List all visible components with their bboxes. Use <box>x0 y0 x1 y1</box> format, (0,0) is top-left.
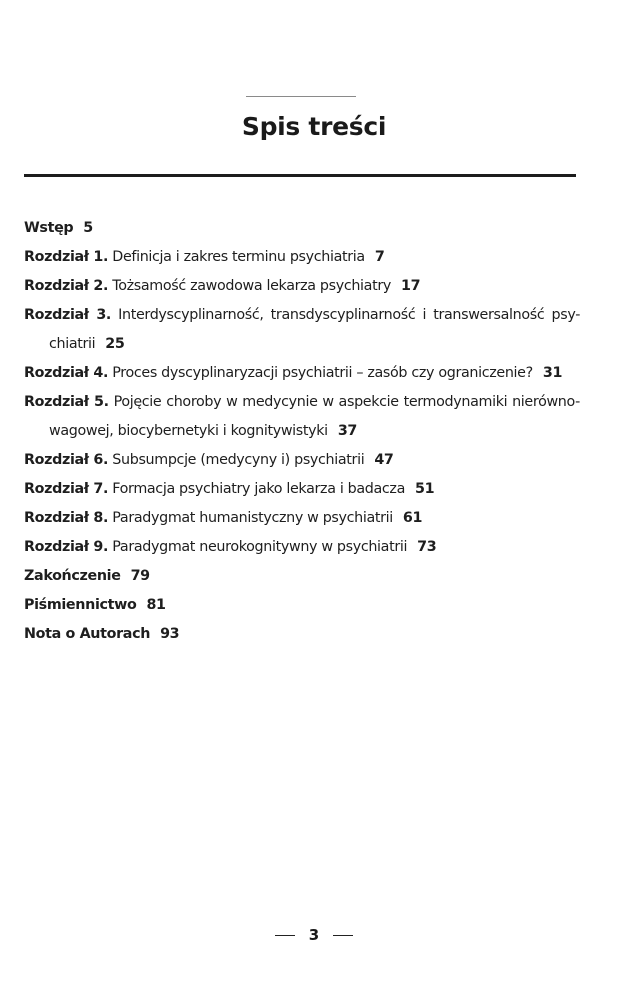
entry-title: Paradygmat neurokognitywny w psychiatrii <box>112 539 408 555</box>
entry-page: 93 <box>160 626 180 642</box>
entry-title-line2: chiatrii <box>49 336 96 352</box>
title-underline-rule <box>24 174 576 177</box>
entry-label: Rozdział 8. <box>24 510 109 526</box>
toc-entry-chapter-5[interactable] <box>24 388 580 446</box>
entry-page: 81 <box>146 597 166 613</box>
entry-page: 7 <box>374 249 385 265</box>
entry-page: 73 <box>417 539 437 555</box>
entry-label: Piśmiennictwo <box>24 597 137 613</box>
footer-dash-right <box>333 935 353 936</box>
top-decorative-rule <box>246 96 356 97</box>
entry-title: Proces dyscyplinaryzacji psychiatrii – zasób czy ograniczenie? <box>112 365 533 381</box>
entry-label: Wstęp <box>24 220 74 236</box>
entry-label: Rozdział 6. <box>24 452 109 468</box>
entry-title-line1: Pojęcie choroby w medycynie w aspekcie termodynamiki nierówno- <box>113 394 580 410</box>
entry-label: Rozdział 4. <box>24 365 109 381</box>
entry-page: 51 <box>414 481 435 497</box>
entry-label: Rozdział 9. <box>24 539 109 555</box>
toc-entry-chapter-2[interactable] <box>24 272 580 301</box>
entry-page: 31 <box>542 365 563 381</box>
toc-entry-chapter-3[interactable] <box>24 301 580 359</box>
page-number: 3 <box>308 926 320 944</box>
entry-page: 17 <box>400 278 421 294</box>
entry-label: Nota o Autorach <box>24 626 151 642</box>
toc-entry-zakonczenie[interactable] <box>24 562 580 591</box>
toc-entry-chapter-9[interactable] <box>24 533 580 562</box>
entry-page: 47 <box>374 452 394 468</box>
entry-label: Rozdział 3. <box>24 307 112 323</box>
entry-page: 61 <box>402 510 423 526</box>
toc-entry-chapter-7[interactable] <box>24 475 580 504</box>
toc-entry-chapter-1[interactable] <box>24 243 580 272</box>
entry-label: Zakończenie <box>24 568 121 584</box>
entry-title: Paradygmat humanistyczny w psychiatrii <box>112 510 393 526</box>
toc-entry-chapter-4[interactable] <box>24 359 580 388</box>
entry-label: Rozdział 7. <box>24 481 109 497</box>
entry-page: 5 <box>83 220 93 236</box>
entry-page: 37 <box>337 423 358 439</box>
toc-entry-chapter-8[interactable] <box>24 504 580 533</box>
toc-entry-nota-o-autorach[interactable] <box>24 620 580 649</box>
entry-title: Definicja i zakres terminu psychiatria <box>112 249 365 265</box>
table-of-contents <box>24 214 580 649</box>
entry-label: Rozdział 5. <box>24 394 109 410</box>
entry-label: Rozdział 2. <box>24 278 109 294</box>
entry-title: Formacja psychiatry jako lekarza i badacza <box>112 481 405 497</box>
page-title: Spis treści <box>241 112 387 141</box>
entry-label: Rozdział 1. <box>24 249 109 265</box>
entry-title: Tożsamość zawodowa lekarza psychiatry <box>112 278 391 294</box>
toc-entry-wstep[interactable] <box>24 214 580 243</box>
entry-page: 25 <box>105 336 125 352</box>
entry-title-line1: Interdyscyplinarność, transdyscyplinarność i transwersalność psy- <box>118 307 580 323</box>
toc-entry-pismiennictwo[interactable] <box>24 591 580 620</box>
toc-entry-chapter-6[interactable] <box>24 446 580 475</box>
footer-dash-left <box>275 935 295 936</box>
entry-title: Subsumpcje (medycyny i) psychiatrii <box>112 452 365 468</box>
entry-title-line2: wagowej, biocybernetyki i kognitywistyki <box>49 423 328 439</box>
entry-page: 79 <box>130 568 150 584</box>
page-footer <box>0 926 628 944</box>
